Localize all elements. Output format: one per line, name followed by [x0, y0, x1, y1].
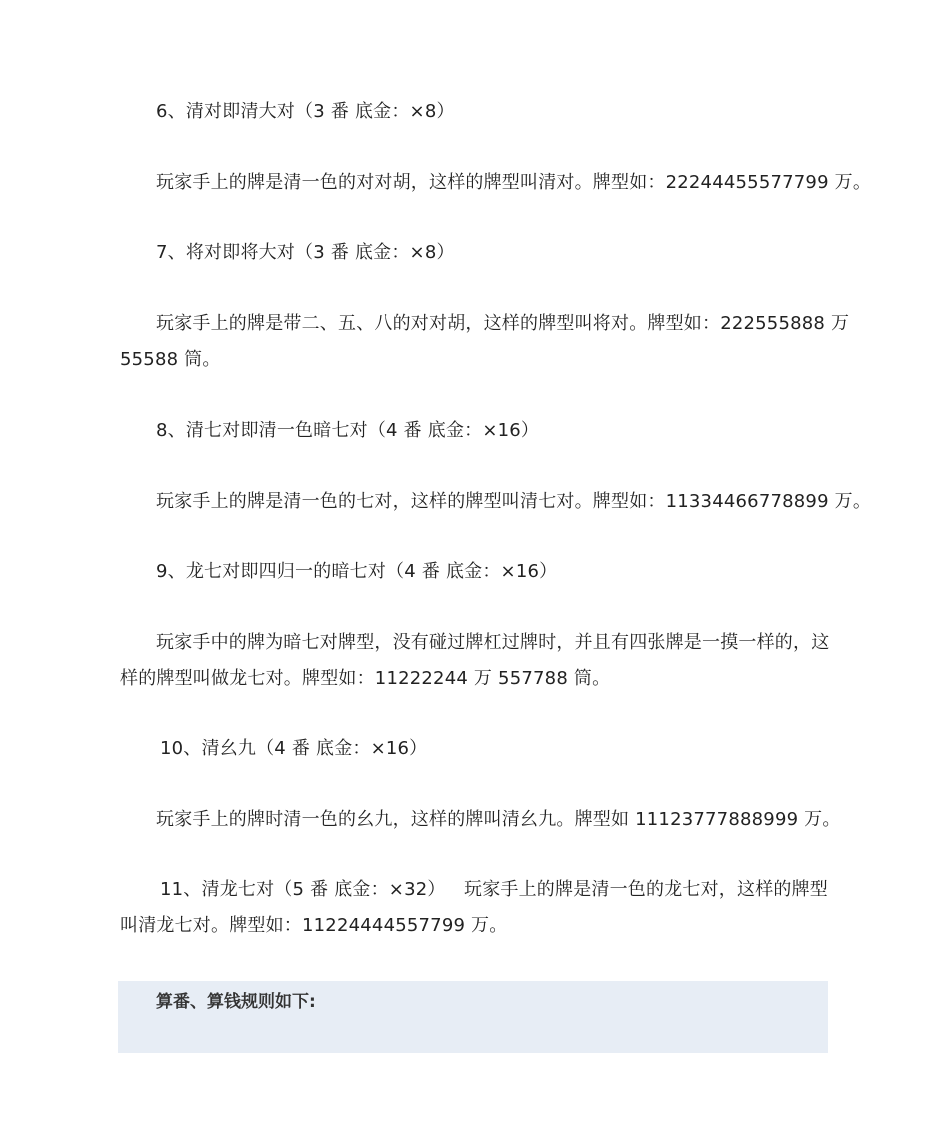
item-6-heading: 6、清对即清大对（3 番 底金：×8）: [156, 101, 455, 122]
item-7-heading: 7、将对即将大对（3 番 底金：×8）: [156, 242, 455, 263]
item-9-description-line-1: 玩家手中的牌为暗七对牌型，没有碰过牌杠过牌时，并且有四张牌是一摸一样的，这: [156, 632, 830, 653]
item-10-heading: 10、清幺九（4 番 底金：×16）: [160, 738, 428, 759]
item-9-heading: 9、龙七对即四归一的暗七对（4 番 底金：×16）: [156, 561, 558, 582]
summary-box: [118, 981, 828, 1053]
item-7-description-line-1: 玩家手上的牌是带二、五、八的对对胡，这样的牌型叫将对。牌型如：222555888 万: [156, 313, 850, 334]
item-11-description-line-1: 玩家手上的牌是清一色的龙七对，这样的牌型: [464, 879, 828, 900]
item-8-heading: 8、清七对即清一色暗七对（4 番 底金：×16）: [156, 420, 540, 441]
item-8-description: 玩家手上的牌是清一色的七对，这样的牌型叫清七对。牌型如：11334466778899 万。: [156, 491, 872, 512]
item-6-description: 玩家手上的牌是清一色的对对胡，这样的牌型叫清对。牌型如：22244455577799 万。: [156, 172, 872, 193]
item-11-description-line-2: 叫清龙七对。牌型如：11224444557799 万。: [120, 915, 508, 936]
item-11-heading: 11、清龙七对（5 番 底金：×32）: [160, 879, 446, 900]
item-10-description: 玩家手上的牌时清一色的幺九，这样的牌叫清幺九。牌型如 11123777888999 万。: [156, 809, 841, 830]
summary-label: 算番、算钱规则如下:: [156, 992, 316, 1012]
item-7-description-line-2: 55588 筒。: [120, 349, 221, 370]
item-9-description-line-2: 样的牌型叫做龙七对。牌型如：11222244 万 557788 筒。: [120, 668, 611, 689]
